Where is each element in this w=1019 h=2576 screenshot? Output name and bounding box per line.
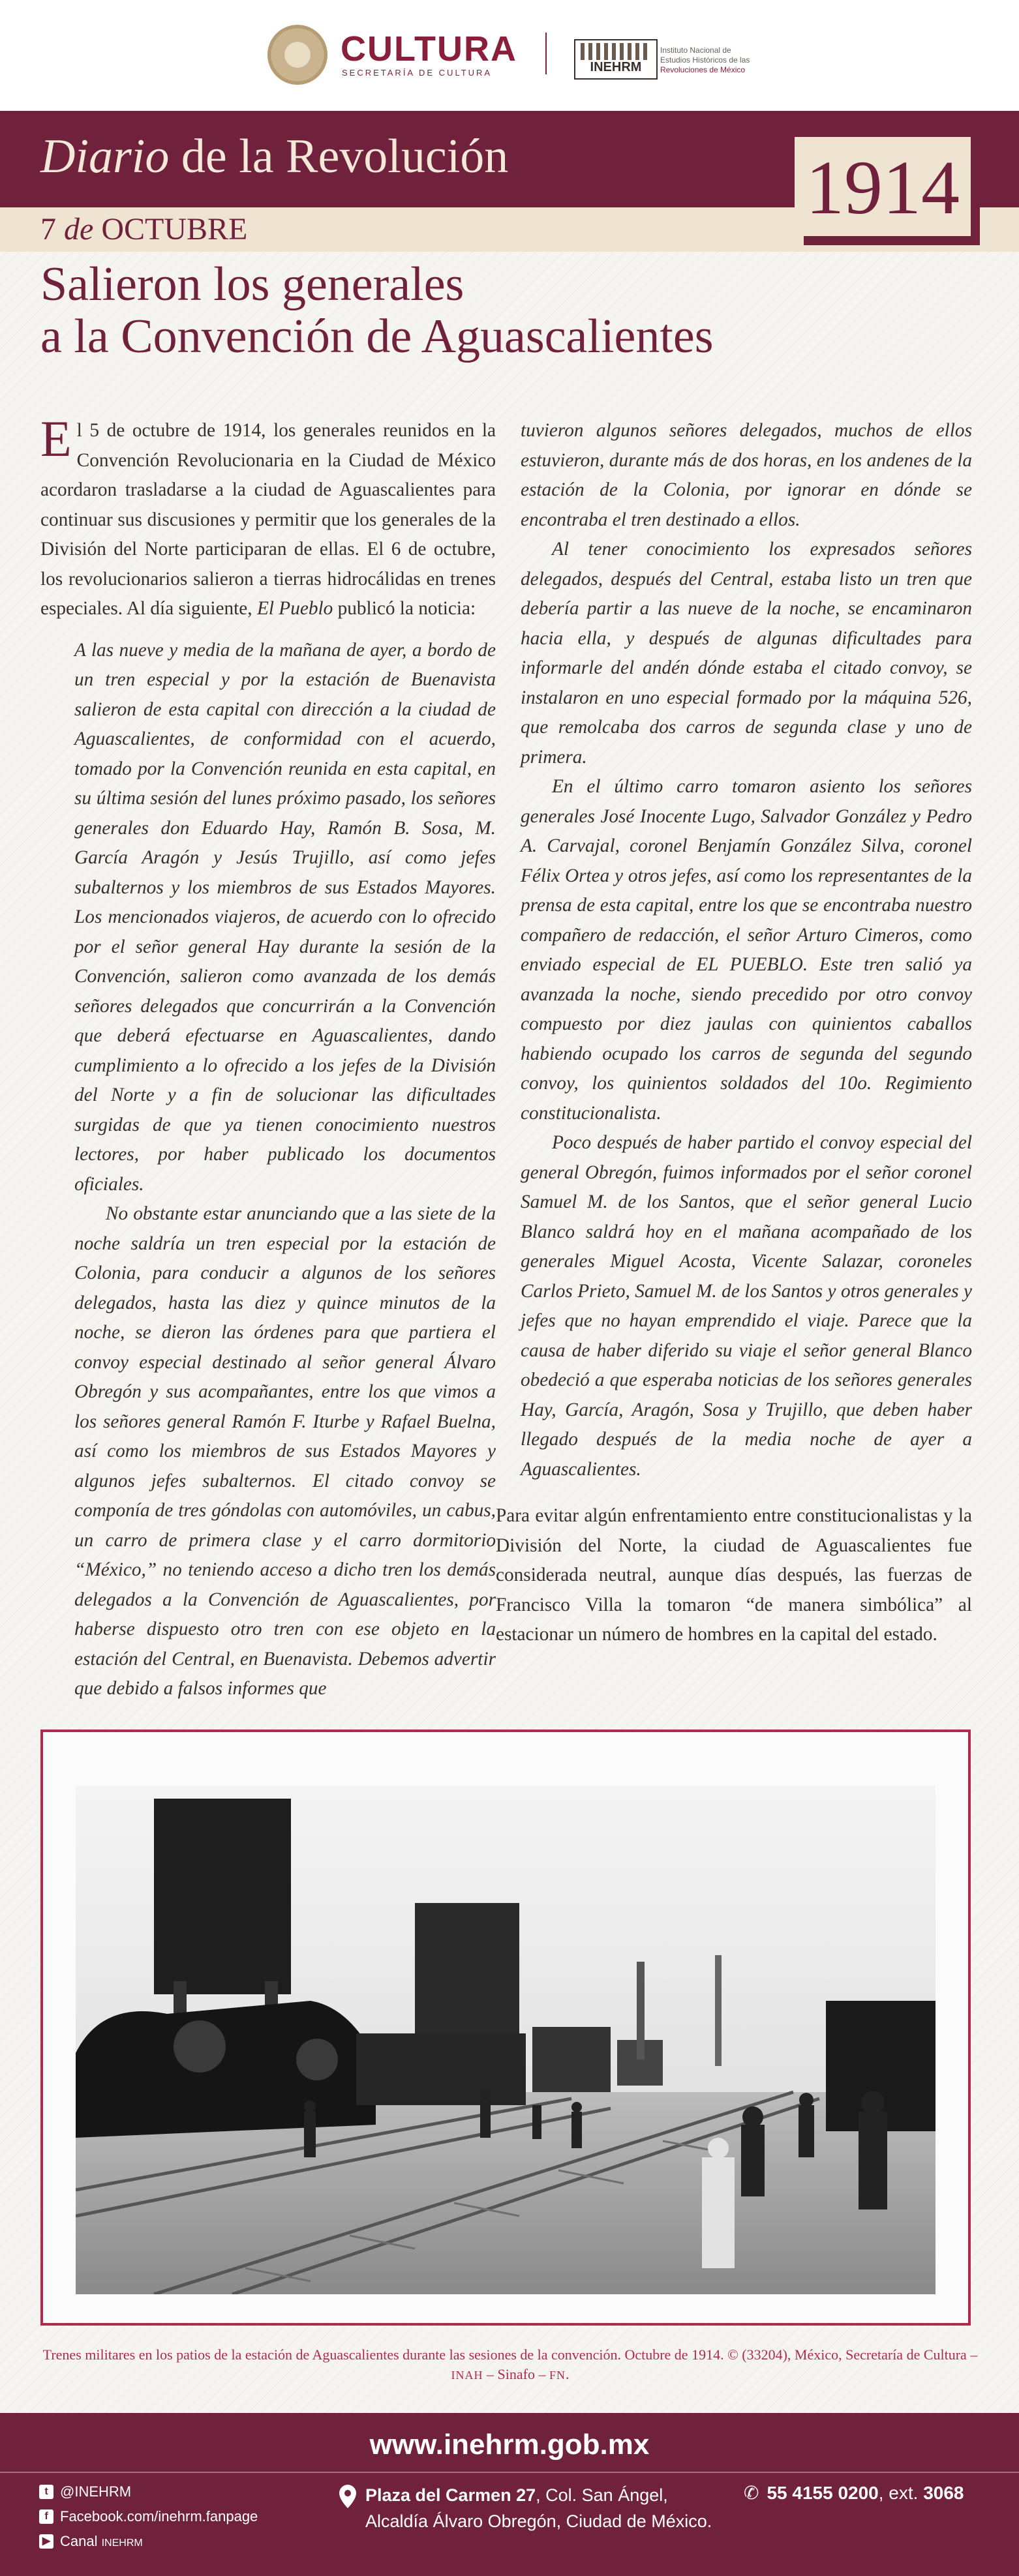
water-tower <box>415 1903 519 2040</box>
secretaria-label: SECRETARÍA DE CULTURA <box>342 68 493 78</box>
figure-light <box>702 2157 735 2268</box>
quote-paragraph: A las nueve y media de la mañana de ayer, a bordo de un tren especial y por la estación de Buenavista salieron de esta capital con dirección a la ciudad de Aguascalientes, de conformidad con el acuerdo, tomado por la Convención reunida en esta capital, en su última sesión del lunes próximo pasado, los señores generales don Eduardo Hay, Ramón B. Sosa, M. García Aragón y Jesús Trujillo, así como jefes subalternos y los miembros de sus Estados Mayores. Los mencionados viajeros, de acuerdo con lo ofrecido por el señor general Hay durante la sesión de la Convención, salieron como avanzada de los demás señores delegados que concurrirán a la Convención que deberá efectuarse en Aguascalientes, dando cumplimiento a lo ofrecido a los jefes de la División del Norte y a fin de solucionar las dificultades surgidas de que ya tienen conocimiento nuestros lectores, por haber publicado los documentos oficiales. <box>74 639 496 1195</box>
masthead-date: 7 de OCTUBRE <box>40 212 248 247</box>
youtube-link[interactable]: ▶ Canal INEHRM <box>39 2533 143 2550</box>
twitter-link[interactable]: t @INEHRM <box>39 2483 131 2500</box>
institute-name: Instituto Nacional de Estudios Históricos de las Revoluciones de México <box>660 46 750 74</box>
mexican-seal-icon <box>267 25 327 85</box>
phone-icon: ✆ <box>744 2483 759 2503</box>
twitter-icon: t <box>39 2485 53 2499</box>
water-tower <box>154 1799 291 1994</box>
phone-number[interactable]: ✆ 55 4155 0200, ext. 3068 <box>744 2483 964 2503</box>
masthead-title: Diario de la Revolución <box>40 130 509 183</box>
footer-divider <box>0 2472 1019 2473</box>
historic-train-photo <box>76 1786 935 2294</box>
facebook-link[interactable]: f Facebook.com/inehrm.fanpage <box>39 2508 258 2525</box>
facebook-icon: f <box>39 2509 53 2524</box>
cultura-logo: CULTURA <box>341 29 517 68</box>
inehrm-logo <box>574 39 658 80</box>
intro-paragraph: El 5 de octubre de 1914, los generales reunidos en la Convención Revolucionaria en la Ciudad de México acordaron trasladarse a la ciudad de Aguascalientes para continuar sus discusiones y permitir que los generales de la División del Norte participaran de ellas. El 6 de octubre, los revolucionarios salieron a tierras hidrocálidas en trenes especiales. Al día siguiente, El Pueblo publicó la noticia: <box>40 410 496 619</box>
headline: Salieron los generales a la Convención de Aguascalientes <box>40 258 714 363</box>
website-link[interactable]: www.inehrm.gob.mx <box>369 2429 650 2461</box>
train-yard-image <box>76 1786 935 2294</box>
drop-cap: E <box>40 410 72 467</box>
closing-paragraph: Para evitar algún enfrentamiento entre constitucionalistas y la División del Norte, la ciudad de Aguascalientes fue considerada neutral, aunque días después, las fuerzas de Francisco Villa la tomaron “de manera simbólica” al estacionar un número de hombres en la capital del estado. <box>496 1505 972 1645</box>
quote-paragraph: En el último carro tomaron asiento los señores generales José Inocente Lugo, Salvador González y Pedro A. Carvajal, coronel Benjamín González Silva, coronel Félix Ortea y otros jefes, así como los representantes de la prensa de esta capital, entre los que se encontraba nuestro compañero de redacción, el señor Arturo Cimeros, como enviado especial de EL PUEBLO. Este tren salió ya avanzada la noche, siendo precedido por otro convoy compuesto por diez jaulas con quinientos caballos habiendo ocupado los carros de segunda del segundo convoy, los quinientos soldados del 10o. Regimiento constitucionalista. <box>521 776 972 1124</box>
year-label: 1914 <box>806 145 960 230</box>
quote-paragraph: Al tener conocimiento los expresados señores delegados, después del Central, estaba listo un tren que debería partir a las nueve de la noche, se encaminaron hacia ella, y después de algunas dificultades para informarle del andén dónde estaba el citado convoy, se instalaron en uno especial formado por la máquina 526, que remolcaba dos carros de segunda clase y uno de primera. <box>521 539 972 768</box>
article-column-left <box>40 410 496 1704</box>
quote-paragraph: tuvieron algunos señores delegados, muchos de ellos estuvieron, durante más de dos horas, en los andenes de la estación de la Colonia, por ignorar en dónde se encontraba el tren destinado a ellos. <box>521 420 972 530</box>
photo-caption: Trenes militares en los patios de la estación de Aguascalientes durante las sesiones de la convención. Octubre de 1914. © (33204), México, Secretaría de Cultura – INAH – Sinafo – FN. <box>42 2346 978 2382</box>
logo-divider <box>545 33 547 74</box>
year-badge <box>795 137 971 236</box>
youtube-icon: ▶ <box>39 2534 53 2549</box>
inehrm-logo-text: INEHRM <box>590 60 642 74</box>
address: Plaza del Carmen 27, Col. San Ángel, Alcaldía Álvaro Obregón, Ciudad de México. <box>365 2485 712 2531</box>
quote-paragraph: No obstante estar anunciando que a las siete de la noche saldría un tren especial por la estación de Colonia, para conducir a algunos de los señores delegados, hasta las diez y quince minutos de la noche, se dieron las órdenes para que partiera el convoy especial destinado al señor general Álvaro Obregón y sus acompañantes, entre los que vimos a los señores general Ramón F. Iturbe y Rafael Buelna, así como los miembros de sus Estados Mayores y algunos jefes subalternos. El citado convoy se componía de tres góndolas con automóviles, un cabus, un carro de primera clase y el carro dormitorio “México,” no teniendo acceso a dicho tren los demás delegados a la Convención de Aguascalientes, por haberse dispuesto otro tren con ese objeto en la estación del Central, en Buenavista. Debemos advertir que debido a falsos informes que <box>74 1203 496 1699</box>
building-icon <box>581 43 650 60</box>
quote-paragraph: Poco después de haber partido el convoy especial del general Obregón, fuimos informados por el señor coronel Samuel M. de los Santos, que el señor general Lucio Blanco saldrá hoy en el mañana acompañado de los generales Miguel Acosta, Vicente Salazar, coroneles Carlos Prieto, Samuel M. de los Santos y otros generales y jefes que no hayan emprendido el viaje. Parece que la causa de haber diferido su viaje el señor general Blanco obedeció a que esperaba noticias de los señores generales Hay, García, Aragón, Sosa y Trujillo, que deben haber llegado después de la media noche de ayer a Aguascalientes. <box>521 1132 972 1480</box>
article-column-right <box>496 416 972 1650</box>
location-pin-icon <box>339 2485 356 2508</box>
